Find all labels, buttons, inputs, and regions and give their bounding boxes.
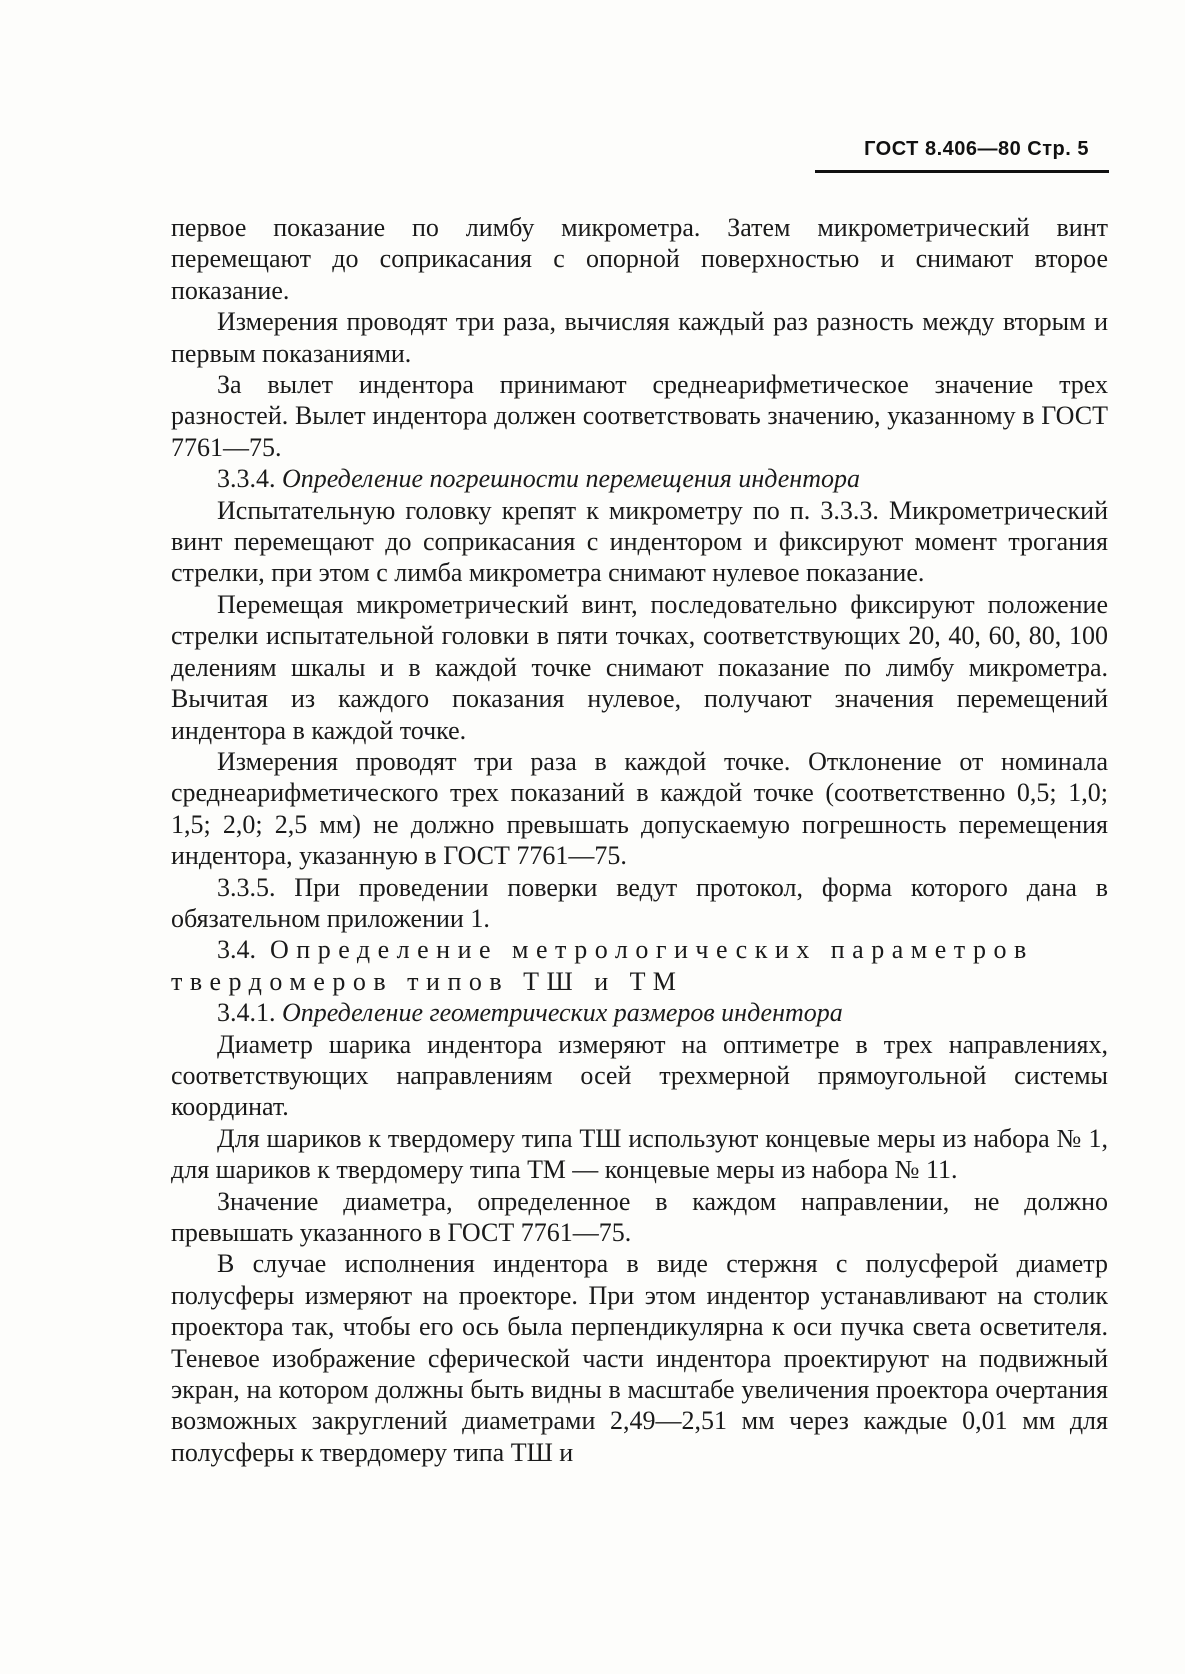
- paragraph: Значение диаметра, определенное в каждом направлении, не должно превышать указанного в ГОСТ 7761—75.: [171, 1186, 1108, 1247]
- paragraph: первое показание по лимбу микрометра. Затем микрометрический винт перемещают до соприкасания с опорной поверхностью и снимают второе показание.: [171, 213, 1108, 305]
- paragraph: За вылет индентора принимают среднеарифметическое значение трех разностей. Вылет индентора должен соответствовать значению, указанному в ГОСТ 7761—75.: [171, 370, 1108, 462]
- section-title: Определение геометрических размеров индентора: [282, 998, 843, 1028]
- section-number: 3.4.1.: [217, 998, 276, 1028]
- section-number: 3.3.4.: [217, 464, 276, 494]
- paragraph: В случае исполнения индентора в виде стержня с полусферой диаметр полусферы измеряют на проекторе. При этом индентор устанавливают на столик проектора так, чтобы его ось была перпендикулярна к оси пучка света осветителя. Теневое изображение сферической части индентора проектируют на подвижный экран, на котором должны быть видны в масштабе увеличения проектора очертания возможных закруглений диаметрами 2,49—2,51 мм через каждые 0,01 мм для полусферы к твердомеру типа ТШ и: [171, 1249, 1108, 1467]
- page-header: ГОСТ 8.406—80 Стр. 5: [864, 138, 1089, 160]
- paragraph: Диаметр шарика индентора измеряют на оптиметре в трех направлениях, соответствующих направлениям осей трехмерной прямоугольной системы координат.: [171, 1029, 1108, 1122]
- section-title: Определение метрологических параметров твердомеров типов ТШ и ТМ: [171, 935, 1034, 996]
- section-heading: [171, 997, 1108, 1028]
- section-heading: [171, 934, 1108, 997]
- paragraph: Для шариков к твердомеру типа ТШ используют концевые меры из набора № 1, для шариков к твердомеру типа ТМ — концевые меры из набора № 11.: [171, 1123, 1108, 1185]
- section-number: 3.4.: [217, 935, 256, 965]
- document-body: [171, 212, 1108, 1468]
- paragraph: Испытательную головку крепят к микрометру по п. 3.3.3. Микрометрический винт перемещают до соприкасания с индентором и фиксируют момент трогания стрелки, при этом с лимба микрометра снимают нулевое показание.: [171, 495, 1108, 588]
- paragraph: 3.3.5. При проведении поверки ведут протокол, форма которого дана в обязательном приложении 1.: [171, 872, 1108, 933]
- section-title: Определение погрешности перемещения индентора: [282, 464, 860, 494]
- section-heading: [171, 463, 1108, 494]
- paragraph: Измерения проводят три раза, вычисляя каждый раз разность между вторым и первым показаниями.: [171, 307, 1108, 368]
- paragraph: Перемещая микрометрический винт, последовательно фиксируют положение стрелки испытательной головки в пяти точках, соответствующих 20, 40, 60, 80, 100 делениям шкалы и в каждой точке снимают показание по лимбу микрометра. Вычитая из каждого показания нулевое, получают значения перемещений индентора в каждой точке.: [171, 589, 1108, 745]
- header-rule: [815, 170, 1109, 173]
- paragraph: Измерения проводят три раза в каждой точке. Отклонение от номинала среднеарифметического трех показаний в каждой точке (соответственно 0,5; 1,0; 1,5; 2,0; 2,5 мм) не должно превышать допускаемую погрешность перемещения индентора, указанную в ГОСТ 7761—75.: [171, 746, 1108, 871]
